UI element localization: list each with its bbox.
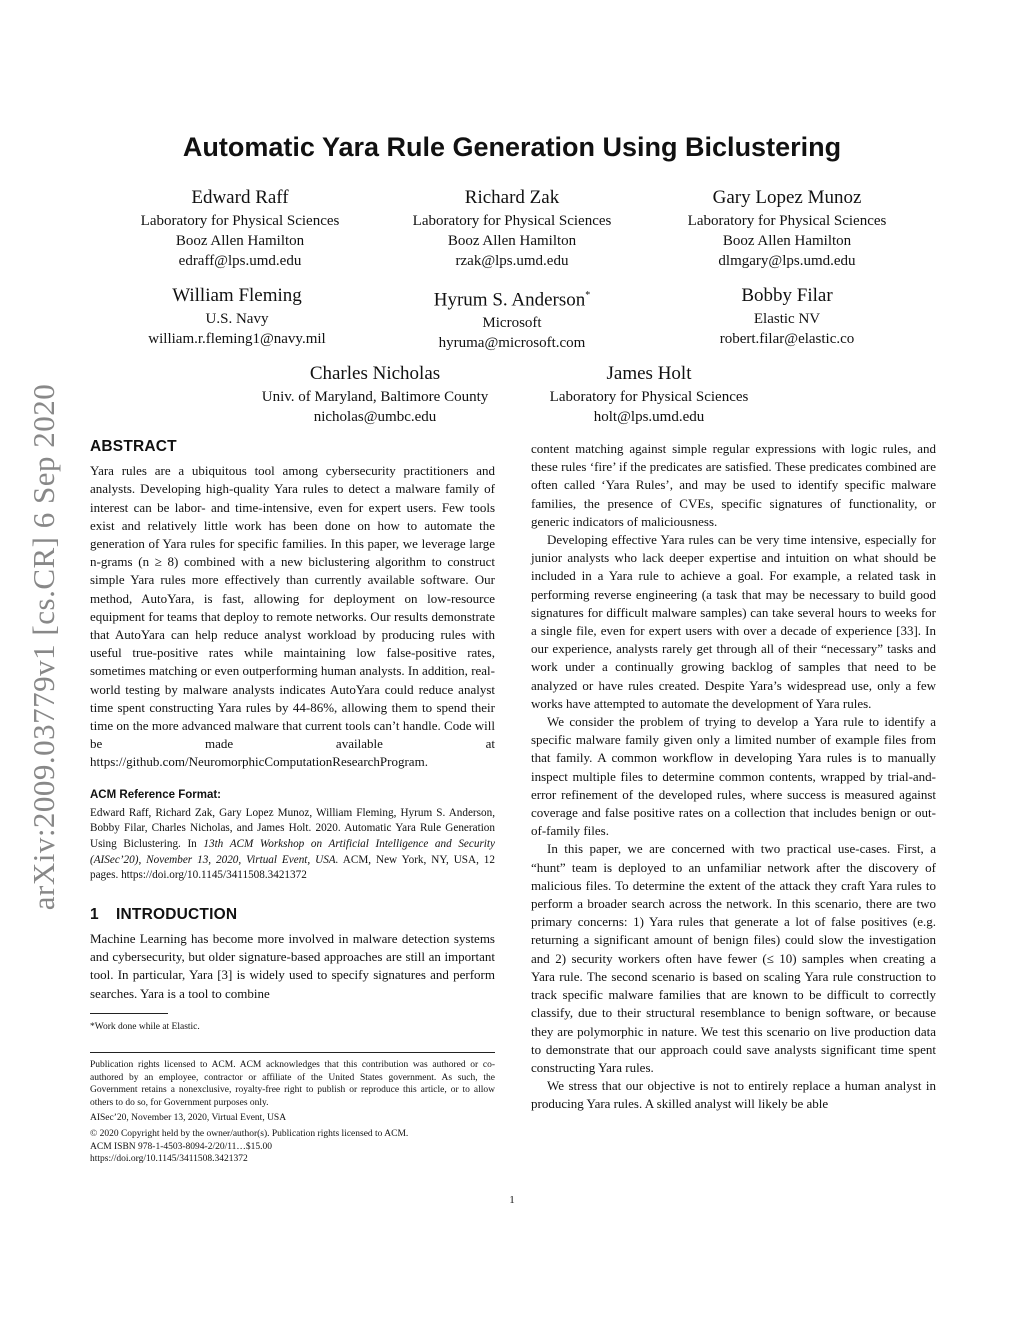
abstract-text: Yara rules are a ubiquitous tool among cybersecurity practitioners and analysts. Developing high-quality Yara rules to detect a malware family of interest can be labor- and time-intensive, even for expert users. Few tools exist and relatively little work has been done on how to automate the generation of Yara rules for specific families. In this paper, we leverage large n-grams (n ≥ 8) combined with a new biclustering algorithm to construct simple Yara rules more effectively than currently available software. Our method, AutoYara, is fast, allowing for deployment on low-resource equipment for teams that deploy to remote networks. Our results demonstrate that AutoYara can help reduce analyst workload by producing rules with useful true-positive rates while maintaining low false-positive rates, sometimes matching or even outperforming human analysts. In addition, real-world testing by malware analysts indicates AutoYara could reduce analyst time spent constructing Yara rules by 44-86%, allowing them to spend their time on the more advanced malware that current tools can’t handle. Code will be made available at https://github.com/NeuromorphicComputationResearchProgram. xyxy=(90,463,495,770)
abstract-heading: ABSTRACT xyxy=(90,438,177,455)
section-number: 1 xyxy=(90,905,99,923)
acm-reference-heading: ACM Reference Format: xyxy=(90,788,221,801)
author-email: nicholas@umbc.edu xyxy=(313,409,437,425)
author-affiliation: Booz Allen Hamilton xyxy=(175,233,305,249)
author-block xyxy=(87,284,387,349)
author-block xyxy=(90,186,390,271)
publication-divider xyxy=(90,1052,495,1053)
author-name: Hyrum S. Anderson* xyxy=(433,289,591,311)
author-name: James Holt xyxy=(606,363,692,384)
author-affiliation: Elastic NV xyxy=(753,311,821,327)
publication-venue: AISec’20, November 13, 2020, Virtual Event, USA xyxy=(90,1113,287,1124)
body-paragraph: We consider the problem of trying to develop a Yara rule to identify a specific malware family given only a limited number of example files from that family. A common workflow in developing Yara rules is to manually inspect multiple files to determine common contents, wrapped by trial-and-error refinement of the developed rules, where success is measured against coverage and false positive rates on a collection that includes benign or out-of-family files. xyxy=(531,714,936,839)
author-email: holt@lps.umd.edu xyxy=(593,409,705,425)
section-heading-introduction xyxy=(90,906,495,924)
author-name: Charles Nicholas xyxy=(309,363,441,384)
footnote: *Work done while at Elastic. xyxy=(90,1021,200,1032)
publication-doi: https://doi.org/10.1145/3411508.3421372 xyxy=(90,1154,248,1165)
intro-paragraph: Machine Learning has become more involved in malware detection systems and cybersecurity, but older signature-based approaches are still an important tool. In particular, Yara [3] is widely used to specify signatures and perform searches. Yara is a tool to combine xyxy=(90,931,495,1001)
author-email: hyruma@microsoft.com xyxy=(438,335,586,352)
author-affiliation: Laboratory for Physical Sciences xyxy=(412,213,612,229)
author-name: Richard Zak xyxy=(464,187,560,208)
left-column xyxy=(90,438,495,1166)
author-affiliation: Booz Allen Hamilton xyxy=(722,233,852,249)
author-affiliation: Microsoft xyxy=(482,315,542,332)
author-affiliation: Laboratory for Physical Sciences xyxy=(549,389,749,405)
author-name: Bobby Filar xyxy=(741,285,833,306)
acm-reference-authors: Edward Raff, Richard Zak, Gary Lopez Munoz, William Fleming, Hyrum S. Anderson, Bobby Filar, Charles Nicholas, and James Holt. 2020. Automatic Yara Rule Generation Using Biclustering. In xyxy=(90,806,495,851)
author-affiliation: Booz Allen Hamilton xyxy=(447,233,577,249)
author-affiliation: Univ. of Maryland, Baltimore County xyxy=(261,389,489,405)
author-block xyxy=(637,284,937,349)
author-block xyxy=(637,186,937,271)
footnote-divider xyxy=(90,1013,168,1014)
author-email: rzak@lps.umd.edu xyxy=(455,253,569,269)
arxiv-stamp-text: arXiv:2009.03779v1 [cs.CR] 6 Sep 2020 xyxy=(26,383,61,911)
acm-reference-tail: ACM, New York, NY, USA, 12 pages. https://doi.org/10.1145/3411508.3421372 xyxy=(90,853,495,882)
acm-reference-venue: 13th ACM Workshop on Artificial Intelligence and Security (AISec’20), November 13, 2020, Virtual Event, USA. xyxy=(90,838,495,866)
author-email: edraff@lps.umd.edu xyxy=(178,253,302,269)
author-affiliation: U.S. Navy xyxy=(205,311,269,327)
page-number: 1 xyxy=(509,1194,515,1206)
author-affiliation: Laboratory for Physical Sciences xyxy=(140,213,340,229)
author-block xyxy=(499,362,799,427)
author-email: william.r.fleming1@navy.mil xyxy=(148,331,326,347)
author-block xyxy=(362,284,662,353)
publication-isbn: ACM ISBN 978-1-4503-8094-2/20/11…$15.00 xyxy=(90,1141,272,1152)
author-name: Edward Raff xyxy=(191,187,289,208)
publication-copyright: © 2020 Copyright held by the owner/author(s). Publication rights licensed to ACM. xyxy=(90,1129,409,1140)
author-block xyxy=(225,362,525,427)
publication-rights: Publication rights licensed to ACM. ACM acknowledges that this contribution was authored or co-authored by an employee, contractor or affiliate of the United States government. As such, the Government retains a nonexclusive, royalty-free right to publish or reproduce this article, or to allow others to do so, for Government purposes only. xyxy=(90,1060,495,1108)
author-footnote-mark: * xyxy=(585,290,591,301)
body-paragraph: Developing effective Yara rules can be very time intensive, especially for junior analysts who lack deeper expertise and intuition on what should be included in a Yara rule to achieve a goal. For example, a related task in performing reverse engineering (a task that may be necessary to build good signatures for difficult malware samples) can take several hours to weeks for a single file, even for expert users with over a decade of experience [33]. In our experience, analysts rarely get through all of their “necessary” tasks and work under a continually growing backlog of samples that need to be analyzed or have rules created. Despite Yara’s widespread use, only a few works have attempted to automate the development of Yara rules. xyxy=(531,532,936,711)
acm-reference xyxy=(90,806,495,884)
author-name: Gary Lopez Munoz xyxy=(712,187,862,208)
author-block xyxy=(362,186,662,271)
body-paragraph: We stress that our objective is not to entirely replace a human analyst in producing Yara rules. A skilled analyst will likely be able xyxy=(531,1078,936,1112)
right-column xyxy=(531,440,936,1114)
section-title: INTRODUCTION xyxy=(116,905,238,923)
author-name: William Fleming xyxy=(172,285,302,306)
paper-title: Automatic Yara Rule Generation Using Biclustering xyxy=(182,132,842,162)
body-paragraph: content matching against simple regular expressions with logic rules, and these rules ‘fire’ if the predicates are satisfied. These predicates combined are often called ‘Yara Rules’, and may be used to identify specific malware families, the presence of CVEs, specific signatures of functionality, or generic indicators of maliciousness. xyxy=(531,441,936,529)
author-email: robert.filar@elastic.co xyxy=(719,331,855,347)
arxiv-stamp xyxy=(22,364,66,930)
author-affiliation: Laboratory for Physical Sciences xyxy=(687,213,887,229)
author-email: dlmgary@lps.umd.edu xyxy=(718,253,856,269)
body-paragraph: In this paper, we are concerned with two practical use-cases. First, a “hunt” team is deployed to an unfamiliar network after the discovery of malicious files. To determine the extent of the attack they craft Yara rules to perform a broader search across the network. In this scenario, there are two primary concerns: 1) Yara rules that generate a lot of false positives (e.g. returning a significant amount of benign files) could slow the investigation and 2) security workers often have fewer (≤ 10) samples when creating a Yara rule. The second scenario is based on scaling Yara rule construction to track specific malware families that are known to be difficult to correctly classify, due to their structural resemblance to benign software, or because they are polymorphic in nature. We test this scenario on live production data to demonstrate that our approach could save analysts significant time spent constructing Yara rules. xyxy=(531,841,936,1075)
